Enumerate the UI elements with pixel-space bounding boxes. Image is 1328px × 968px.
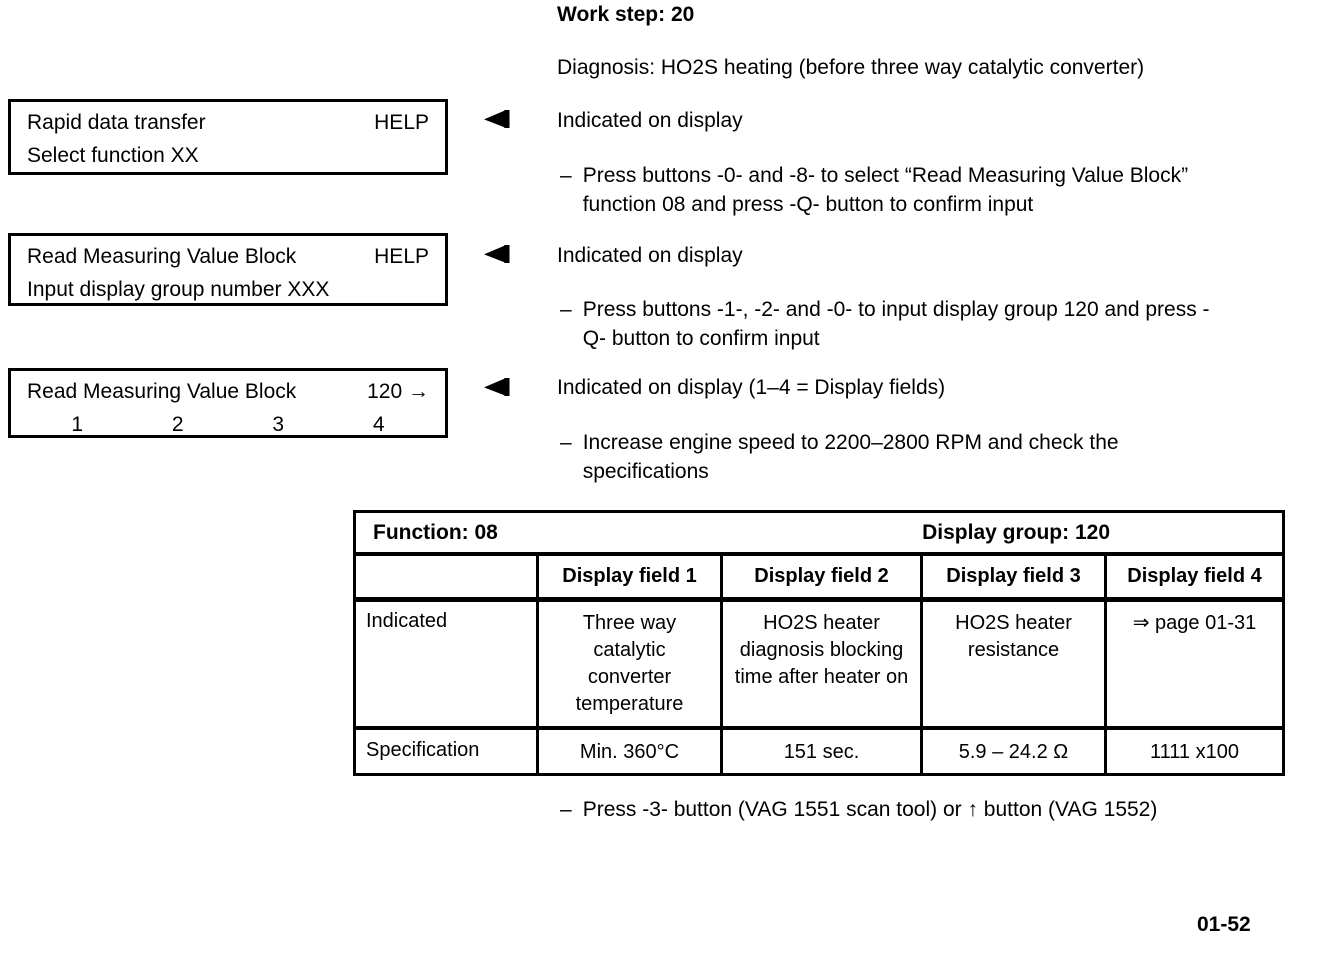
display-field-number: 1 — [71, 413, 84, 436]
display-3-group-number: 120 → — [367, 380, 429, 403]
dash-bullet: – — [560, 798, 572, 821]
left-pointer-icon — [484, 378, 513, 396]
step-3-instruction-text: Increase engine speed to 2200–2800 RPM and check the specifications — [582, 431, 1119, 483]
row-label: Specification — [366, 739, 480, 761]
step-2-instruction — [560, 295, 1223, 353]
footer-instruction-text: Press -3- button (VAG 1551 scan tool) or ↑ button (VAG 1552) — [582, 798, 1158, 821]
step-2-instruction-text: Press buttons -1-, -2- and -0- to input display group 120 and press -Q- button to confirm input — [582, 298, 1210, 350]
display-1-line2: Select function XX — [27, 144, 199, 167]
display-3-text: Read Measuring Value Block — [27, 380, 297, 403]
step-3-heading: Indicated on display (1–4 = Display fields) — [557, 376, 946, 399]
display-2-help-label: HELP — [374, 245, 429, 268]
scan-tool-display-2 — [8, 233, 448, 306]
dash-bullet: – — [560, 298, 572, 321]
row-label: Indicated — [366, 610, 448, 632]
display-1-text: Rapid data transfer — [27, 111, 206, 134]
indicated-field-2-value: HO2S heater diagnosis blocking time after heater on — [720, 602, 920, 726]
column-header-display-field-2: Display field 2 — [720, 556, 920, 597]
left-pointer-icon — [484, 245, 513, 263]
display-field-number: 4 — [372, 413, 385, 436]
column-header-display-field-1: Display field 1 — [536, 556, 720, 597]
display-3-field-numbers — [27, 413, 429, 437]
table-function-label: Function: 08 — [373, 520, 498, 544]
indicated-field-3-value: HO2S heater resistance — [920, 602, 1104, 726]
left-pointer-icon — [484, 110, 513, 128]
step-1-instruction-text: Press buttons -0- and -8- to select “Read Measuring Value Block” function 08 and press -Q- button to confirm input — [582, 164, 1189, 216]
specification-table — [353, 510, 1285, 776]
display-1-help-label: HELP — [374, 111, 429, 134]
step-3-instruction — [560, 428, 1223, 486]
scan-tool-display-3 — [8, 368, 448, 438]
step-1-instruction — [560, 161, 1223, 219]
display-field-number: 2 — [171, 413, 184, 436]
specification-field-3-value: 5.9 – 24.2 Ω — [920, 730, 1104, 773]
table-row-specification — [356, 730, 1282, 773]
footer-instruction — [560, 798, 1157, 822]
column-header-display-field-4: Display field 4 — [1104, 556, 1282, 597]
indicated-field-4-page-reference: ⇒ page 01-31 — [1104, 602, 1282, 726]
column-header-display-field-3: Display field 3 — [920, 556, 1104, 597]
table-corner-cell — [356, 556, 536, 597]
work-step-title: Work step: 20 — [557, 3, 695, 26]
table-column-header-row — [356, 556, 1282, 602]
dash-bullet: – — [560, 164, 572, 187]
specification-field-1-value: Min. 360°C — [536, 730, 720, 773]
display-2-line2: Input display group number XXX — [27, 278, 330, 301]
table-display-group-label: Display group: 120 — [922, 520, 1110, 544]
specification-field-4-value: 1111 x100 — [1104, 730, 1282, 773]
step-1-heading: Indicated on display — [557, 109, 743, 132]
table-header-row — [356, 513, 1282, 556]
step-2-heading: Indicated on display — [557, 244, 743, 267]
display-field-number: 3 — [272, 413, 285, 436]
table-row-indicated — [356, 602, 1282, 730]
specification-field-2-value: 151 sec. — [720, 730, 920, 773]
scan-tool-display-1 — [8, 99, 448, 175]
display-2-text: Read Measuring Value Block — [27, 245, 297, 268]
diagnosis-title: Diagnosis: HO2S heating (before three way catalytic converter) — [557, 56, 1145, 79]
page-number: 01-52 — [1197, 913, 1251, 936]
dash-bullet: – — [560, 431, 572, 454]
indicated-field-1-value: Three way catalytic converter temperature — [536, 602, 720, 726]
